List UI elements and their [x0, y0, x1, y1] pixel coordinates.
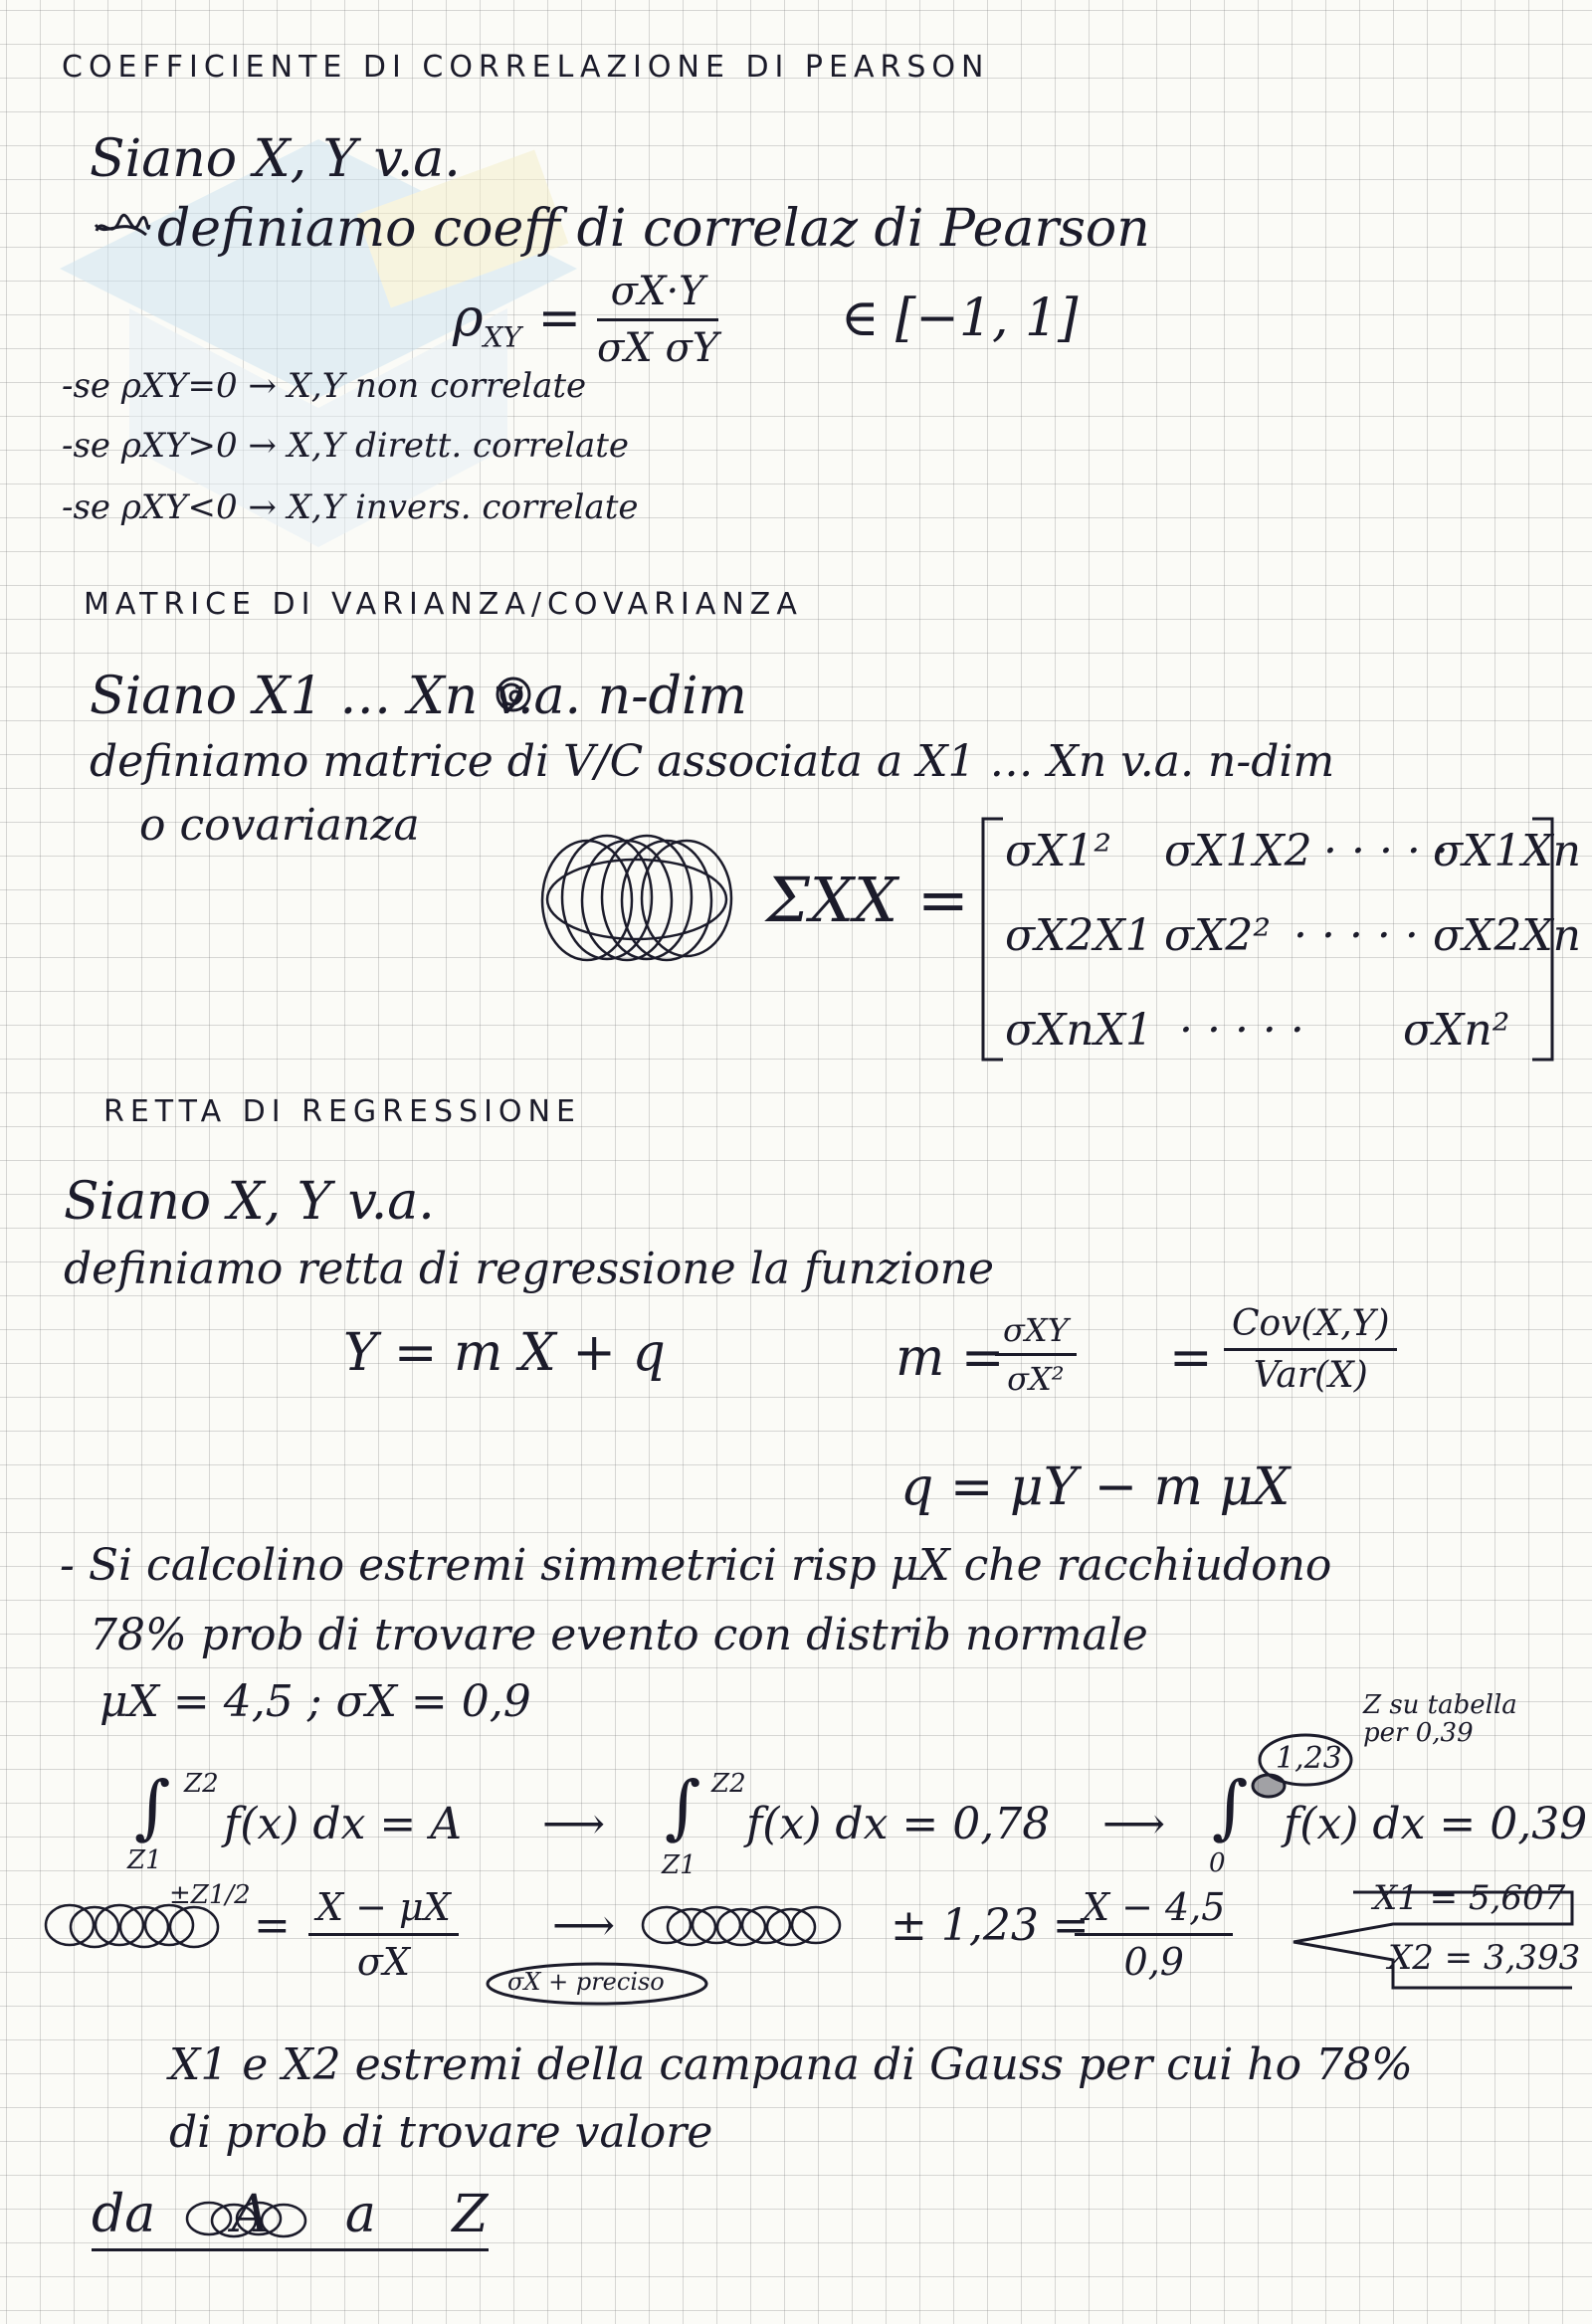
- matrix-cell-21: σX2X1: [1005, 910, 1153, 961]
- matrix-cell-n1: σXnX1: [1005, 1005, 1154, 1056]
- intercept-equation: q = μY − m μX: [900, 1457, 1291, 1517]
- cov-var-fraction: Cov(X,Y) Var(X): [1224, 1303, 1397, 1396]
- z-half: ±Z1/2: [169, 1880, 251, 1910]
- bullet-positive: -se ρXY>0 → X,Y dirett. correlate: [62, 426, 630, 466]
- conclusion-line2: di prob di trovare valore: [169, 2107, 713, 2158]
- arrow: ⟶: [542, 1799, 606, 1849]
- x1-result: X1 = 5,607: [1373, 1878, 1566, 1918]
- integral-sign: ∫: [1212, 1766, 1249, 1847]
- exercise-params: μX = 4,5 ; σX = 0,9: [100, 1676, 531, 1727]
- sigma-label: ΣXX =: [766, 864, 969, 936]
- scribble-mark: [637, 1895, 856, 1955]
- sec1-line1: Siano X, Y v.a.: [90, 129, 461, 189]
- matrix-dots: · · · · ·: [1179, 1005, 1304, 1056]
- x2-result: X2 = 3,393: [1388, 1938, 1581, 1978]
- rho-symbol: $\rho_{XY}$ =: [453, 289, 582, 354]
- scribble-mark: [1249, 1771, 1289, 1801]
- standardize-fraction: $\frac{X - \mu X}{\sigma X}$: [308, 1885, 459, 1984]
- integral-lower: 0: [1209, 1848, 1226, 1878]
- numeric-fraction: $\frac{X - 4,5}{0,9}$: [1075, 1885, 1233, 1984]
- arrow: ⟶: [1102, 1799, 1166, 1849]
- integral-lower: Z1: [662, 1850, 696, 1880]
- slope-fraction: σXY σX²: [995, 1311, 1077, 1398]
- sec2-line2: definiamo matrice di V/C associata a X1 … Xn v.a. n-dim: [90, 736, 1335, 787]
- rho-fraction: $\frac{\sigma X\cdot Y}{\text{σX σY}}$: [597, 269, 719, 371]
- sec1-line2: definiamo coeff di correlaz di Pearson: [157, 199, 1150, 259]
- bullet-zero: -se ρXY=0 → X,Y non correlate: [62, 366, 587, 406]
- matrix-cell-22: σX2²: [1164, 910, 1271, 961]
- bullet-negative: -se ρXY<0 → X,Y invers. correlate: [62, 487, 639, 527]
- sec3-line2: definiamo retta di regressione la funzione: [64, 1244, 995, 1294]
- z-value: 1,23: [1276, 1741, 1342, 1776]
- rho-range: ∈ [−1, 1]: [841, 289, 1079, 348]
- slope-label: m =: [896, 1328, 1005, 1388]
- integral-sign: ∫: [134, 1766, 171, 1847]
- heading-matrix: MATRICE DI VARIANZA/COVARIANZA: [84, 587, 803, 622]
- scribble-mark: [488, 675, 539, 714]
- integral-upper: Z2: [184, 1769, 219, 1799]
- matrix-dots: · · · · ·: [1323, 826, 1449, 876]
- matrix-cell-nn: σXn²: [1403, 1005, 1510, 1056]
- scribble-mark: [92, 211, 151, 245]
- matrix-cell-1n: σX1Xn: [1433, 826, 1582, 876]
- matrix-cell-11: σX1²: [1005, 826, 1111, 876]
- sec2-line1: Siano X1 … Xn v.a. n-dim: [90, 667, 747, 726]
- regression-equation: Y = m X + q: [343, 1323, 666, 1383]
- integral-078: f(x) dx = 0,78: [746, 1799, 1051, 1849]
- table-note: Z su tabella per 0,39: [1363, 1690, 1517, 1748]
- integral-upper: Z2: [711, 1769, 746, 1799]
- integral-A: f(x) dx = A: [224, 1799, 463, 1849]
- slope-eq: =: [1169, 1328, 1213, 1388]
- sec2-line3: o covarianza: [139, 800, 420, 851]
- exercise-line2: 78% prob di trovare evento con distrib normale: [90, 1610, 1148, 1660]
- arrow: ⟶: [552, 1900, 616, 1951]
- matrix-cell-12: σX1X2: [1164, 826, 1312, 876]
- exercise-line1: - Si calcolino estremi simmetrici risp μX che racchiudono: [60, 1540, 1332, 1591]
- integral-sign: ∫: [665, 1766, 701, 1847]
- heading-pearson: COEFFICIENTE DI CORRELAZIONE DI PEARSON: [62, 50, 990, 85]
- scribble-mark: [527, 826, 756, 975]
- heading-regression: RETTA DI REGRESSIONE: [103, 1094, 581, 1129]
- conclusion-line1: X1 e X2 estremi della campana di Gauss per cui ho 78%: [169, 2039, 1413, 2090]
- precision-note: σX + preciso: [507, 1968, 665, 1996]
- scribble-mark: [179, 2194, 328, 2243]
- matrix-dots: · · · · ·: [1294, 910, 1419, 961]
- sec3-line1: Siano X, Y v.a.: [64, 1172, 435, 1232]
- integral-lower: Z1: [127, 1845, 162, 1875]
- integral-039: f(x) dx = 0,39: [1284, 1799, 1588, 1849]
- pm-z: ± 1,23 =: [891, 1900, 1090, 1951]
- matrix-cell-2n: σX2Xn: [1433, 910, 1582, 961]
- footer-phrase: da A a Z: [92, 2185, 489, 2251]
- standardize-eq: =: [254, 1900, 291, 1951]
